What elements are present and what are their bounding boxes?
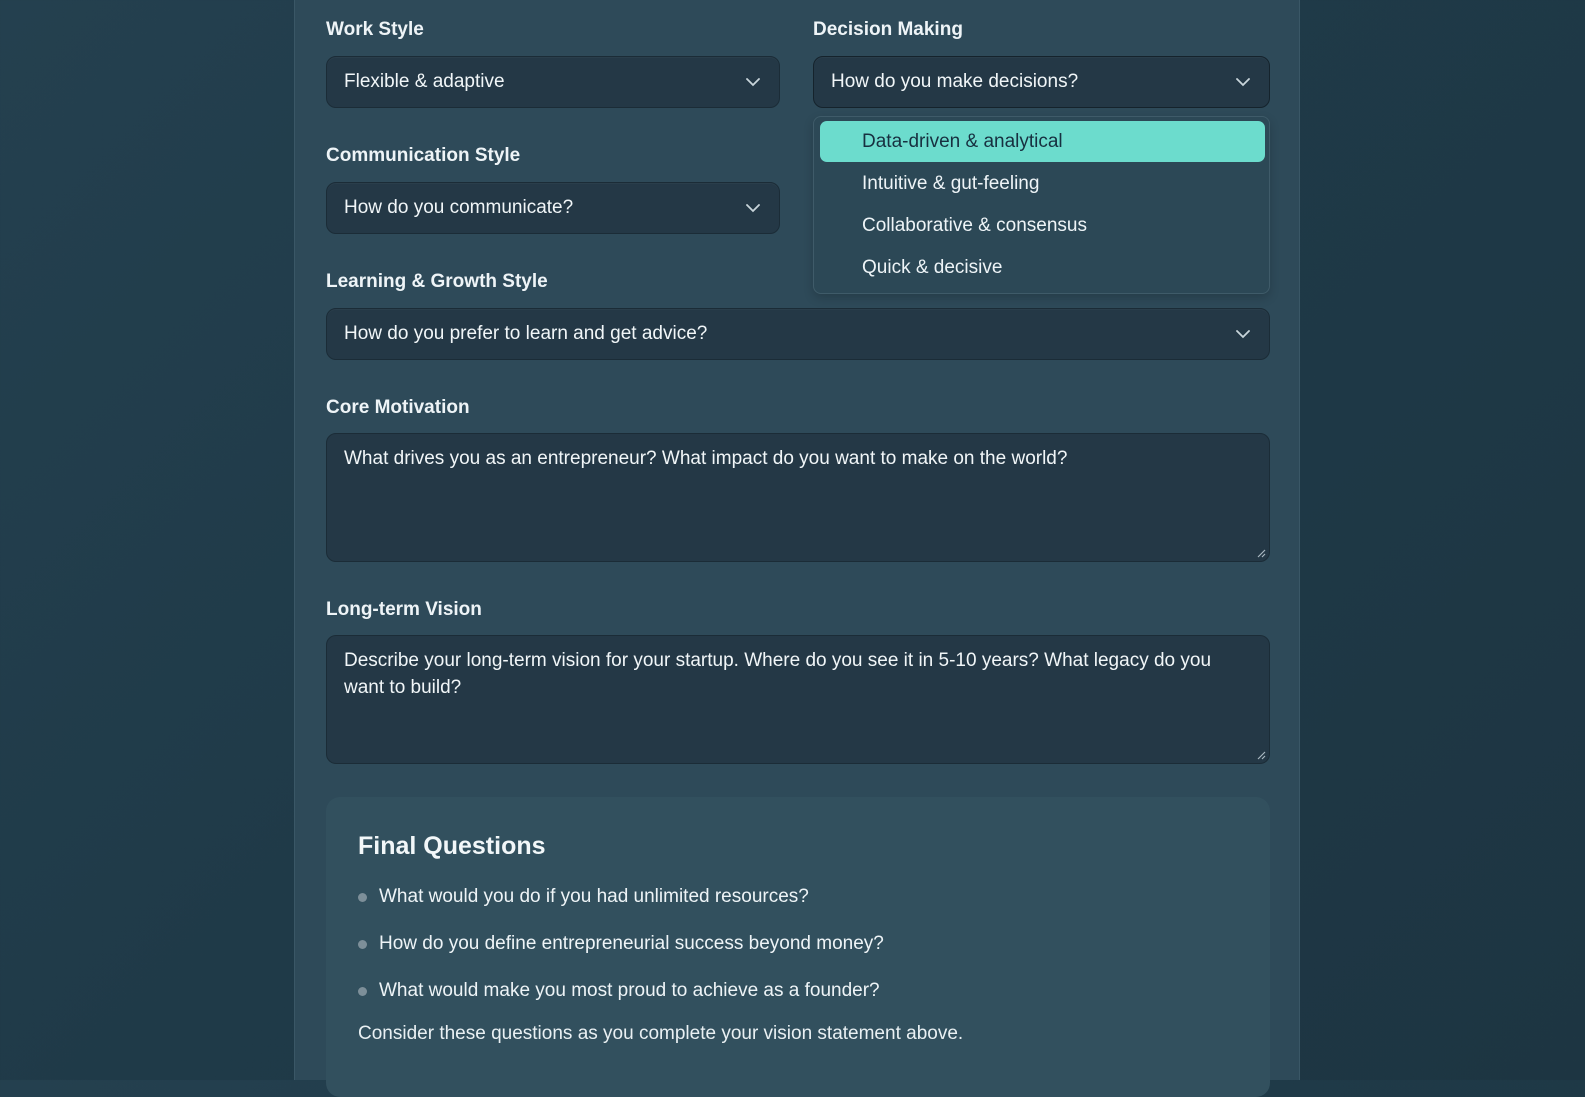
learning-growth-select[interactable]	[326, 308, 1270, 360]
final-question-text: How do you define entrepreneurial success beyond money?	[379, 933, 884, 954]
bullet-icon	[358, 987, 367, 996]
bullet-icon	[358, 940, 367, 949]
work-style-select[interactable]	[326, 56, 780, 108]
core-motivation-textarea[interactable]	[326, 433, 1270, 562]
core-motivation-label: Core Motivation	[326, 397, 470, 418]
decision-option-data-driven[interactable]: Data-driven & analytical	[820, 121, 1265, 162]
chevron-down-icon	[1236, 74, 1252, 90]
work-style-label: Work Style	[326, 19, 424, 40]
decision-making-dropdown	[813, 116, 1270, 294]
chevron-down-icon	[746, 74, 762, 90]
decision-option-collaborative[interactable]: Collaborative & consensus	[862, 214, 1087, 236]
list-item	[358, 933, 884, 955]
decision-making-label: Decision Making	[813, 19, 963, 40]
chevron-down-icon	[1236, 326, 1252, 342]
long-term-vision-placeholder: Describe your long-term vision for your startup. Where do you see it in 5-10 years? What legacy do you want to build?	[344, 650, 1212, 698]
decision-option-quick[interactable]: Quick & decisive	[862, 256, 1003, 278]
communication-style-select[interactable]	[326, 182, 780, 234]
long-term-vision-label: Long-term Vision	[326, 599, 482, 620]
communication-style-label: Communication Style	[326, 145, 521, 166]
communication-style-placeholder: How do you communicate?	[344, 197, 574, 218]
bullet-icon	[358, 893, 367, 902]
work-style-value: Flexible & adaptive	[344, 71, 505, 92]
final-question-text: What would make you most proud to achieve as a founder?	[379, 980, 880, 1001]
decision-making-select[interactable]	[813, 56, 1270, 108]
learning-growth-label: Learning & Growth Style	[326, 271, 548, 292]
final-questions-title: Final Questions	[358, 832, 546, 860]
list-item	[358, 886, 809, 908]
decision-option-intuitive[interactable]: Intuitive & gut-feeling	[862, 172, 1040, 194]
resize-handle-icon[interactable]	[1256, 750, 1266, 760]
core-motivation-placeholder: What drives you as an entrepreneur? What impact do you want to make on the world?	[344, 448, 1068, 469]
learning-growth-placeholder: How do you prefer to learn and get advice?	[344, 323, 708, 344]
long-term-vision-textarea[interactable]	[326, 635, 1270, 764]
resize-handle-icon[interactable]	[1256, 548, 1266, 558]
final-questions-note: Consider these questions as you complete your vision statement above.	[358, 1023, 964, 1044]
decision-making-placeholder: How do you make decisions?	[831, 71, 1079, 92]
list-item	[358, 980, 880, 1002]
chevron-down-icon	[746, 200, 762, 216]
final-question-text: What would you do if you had unlimited resources?	[379, 886, 809, 907]
